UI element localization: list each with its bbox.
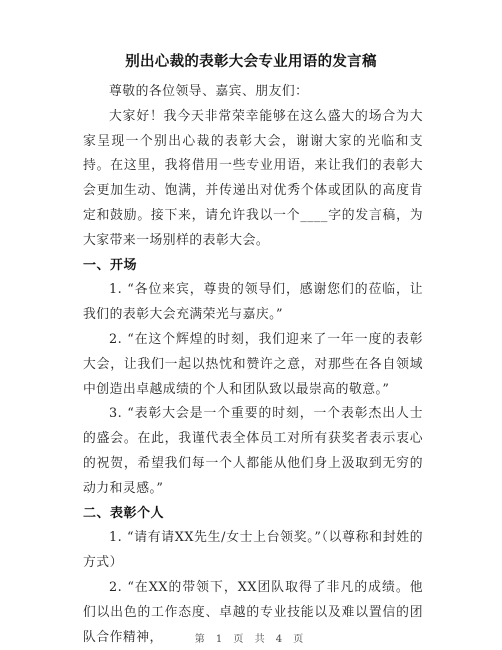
list-item: 3. “表彰大会是一个重要的时刻，一个表彰杰出人士的盛会。在此，我谨代表全体员工对所有获奖者表示衷心的祝贺，希望我们每一个人都能从他们身上汲取到无穷的动力和灵感。” [83,406,423,496]
document-title: 别出心裁的表彰大会专业用语的发言稿 [125,54,377,70]
page-footer: 第 1 页 共 4 页 [194,634,308,645]
document-body [83,80,423,650]
list-item: 2. “在XX的带领下，XX团队取得了非凡的成绩。他们以出色的工作态度、卓越的专业技能以及难以置信的团队合作精神， [83,579,423,645]
list-item: 1. “请有请XX先生/女士上台领奖。”（以尊称和封姓的方式） [83,530,423,571]
list-item: 1. “各位来宾，尊贵的领导们，感谢您们的莅临，让我们的表彰大会充满荣光与嘉庆。” [83,282,423,323]
section-heading-opening: 一、开场 [83,257,138,273]
salutation: 尊敬的各位领导、嘉宾、朋友们： [109,84,309,99]
section-heading-individual-awards: 二、表彰个人 [83,505,165,521]
list-item: 2. “在这个辉煌的时刻，我们迎来了一年一度的表彰大会，让我们一起以热忱和赞许之意，对那些在各自领域中创造出卓越成绩的个人和团队致以最崇高的敬意。” [83,331,423,397]
intro-paragraph: 大家好！我今天非常荣幸能够在这么盛大的场合为大家呈现一个别出心裁的表彰大会，谢谢大家的光临和支持。在这里，我将借用一些专业用语，来让我们的表彰大会更加生动、饱满，并传递出对优秀个体或团队的高度肯定和鼓励。接下来，请允许我以一个____字的发言稿，为大家带来一场别样的表彰大会。 [83,108,423,248]
